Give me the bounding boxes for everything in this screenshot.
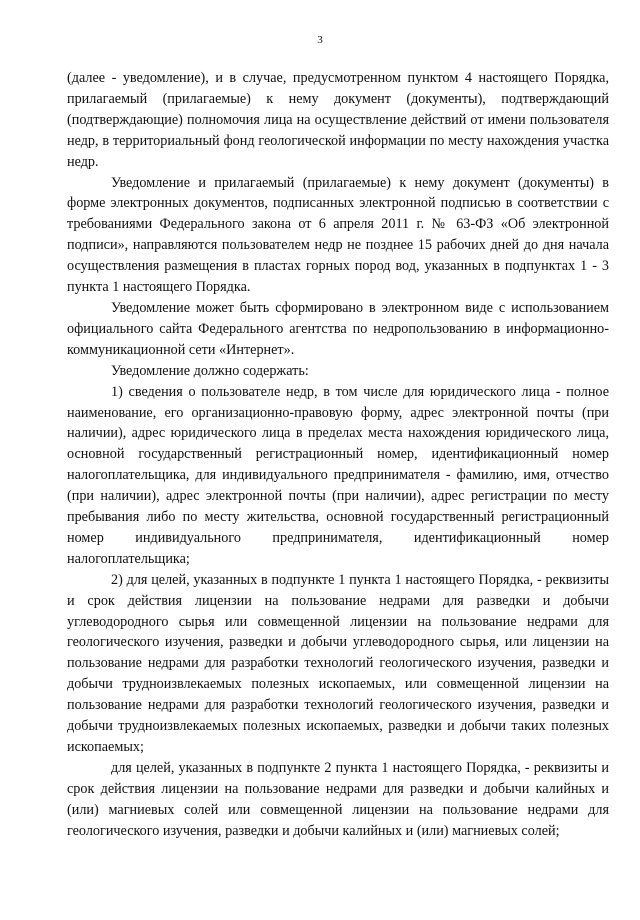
paragraph-item-1: 1) сведения о пользователе недр, в том числе для юридического лица - полное наименование, его организационно-правовую форму, адрес электронной почты (при наличии), адрес юридического лица в пределах места нахождения юридического лица, основной государственный регистрационный номер, идентификационный номер налогоплательщика, для индивидуального предпринимателя - фамилию, имя, отчество (при наличии), адрес электронной почты (при наличии), адрес регистрации по месту пребывания либо по месту жительства, основной государственный регистрационный номер индивидуального предпринимателя, идентификационный номер налогоплательщика; — [67, 383, 609, 567]
paragraph-item-2: 2) для целей, указанных в подпункте 1 пункта 1 настоящего Порядка, - реквизиты и срок действия лицензии на пользование недрами для разведки и добычи углеводородного сырья или совмещенной лицензии на пользование недрами для геологического изучения, разведки и добычи углеводородного сырья, или лицензии на пользование недрами для разработки технологий геологического изучения, разведки и добычи трудноизвлекаемых полезных ископаемых, или совмещенной лицензии на пользование недрами для разработки технологий геологического изучения, разведки и добычи трудноизвлекаемых полезных ископаемых, разведки и добычи таких полезных ископаемых; — [67, 571, 609, 755]
paragraph-item-2-continued: для целей, указанных в подпункте 2 пункта 1 настоящего Порядка, - реквизиты и срок действия лицензии на пользование недрами для разведки и добычи калийных и (или) магниевых солей или совмещенной лицензии на пользование недрами для геологического изучения, разведки и добычи калийных и (или) магниевых солей; — [67, 759, 609, 839]
page-number: 3 — [317, 34, 323, 46]
paragraph-electronic-form: Уведомление может быть сформировано в электронном виде с использованием официального сайта Федерального агентства по недропользованию в информационно-коммуникационной сети «Интернет». — [67, 299, 609, 358]
paragraph-electronic-submission: Уведомление и прилагаемый (прилагаемые) к нему документ (документы) в форме электронных документов, подписанных электронной подписью в соответствии с требованиями Федерального закона от 6 апреля 2011 г. № 63-ФЗ «Об электронной подписи», направляются пользователем недр не позднее 15 рабочих дней до дня начала осуществления размещения в пластах горных пород вод, указанных в подпунктах 1 - 3 пункта 1 настоящего Порядка. — [67, 174, 609, 296]
document-body — [67, 68, 609, 842]
paragraph-contents-intro: Уведомление должно содержать: — [111, 362, 309, 379]
paragraph-notification-submission: (далее - уведомление), и в случае, предусмотренном пунктом 4 настоящего Порядка, прилагаемый (прилагаемые) к нему документ (документы), подтверждающий (подтверждающие) полномочия лица на осуществление действий от имени пользователя недр, в территориальный фонд геологической информации по месту нахождения участка недр. — [67, 70, 609, 170]
